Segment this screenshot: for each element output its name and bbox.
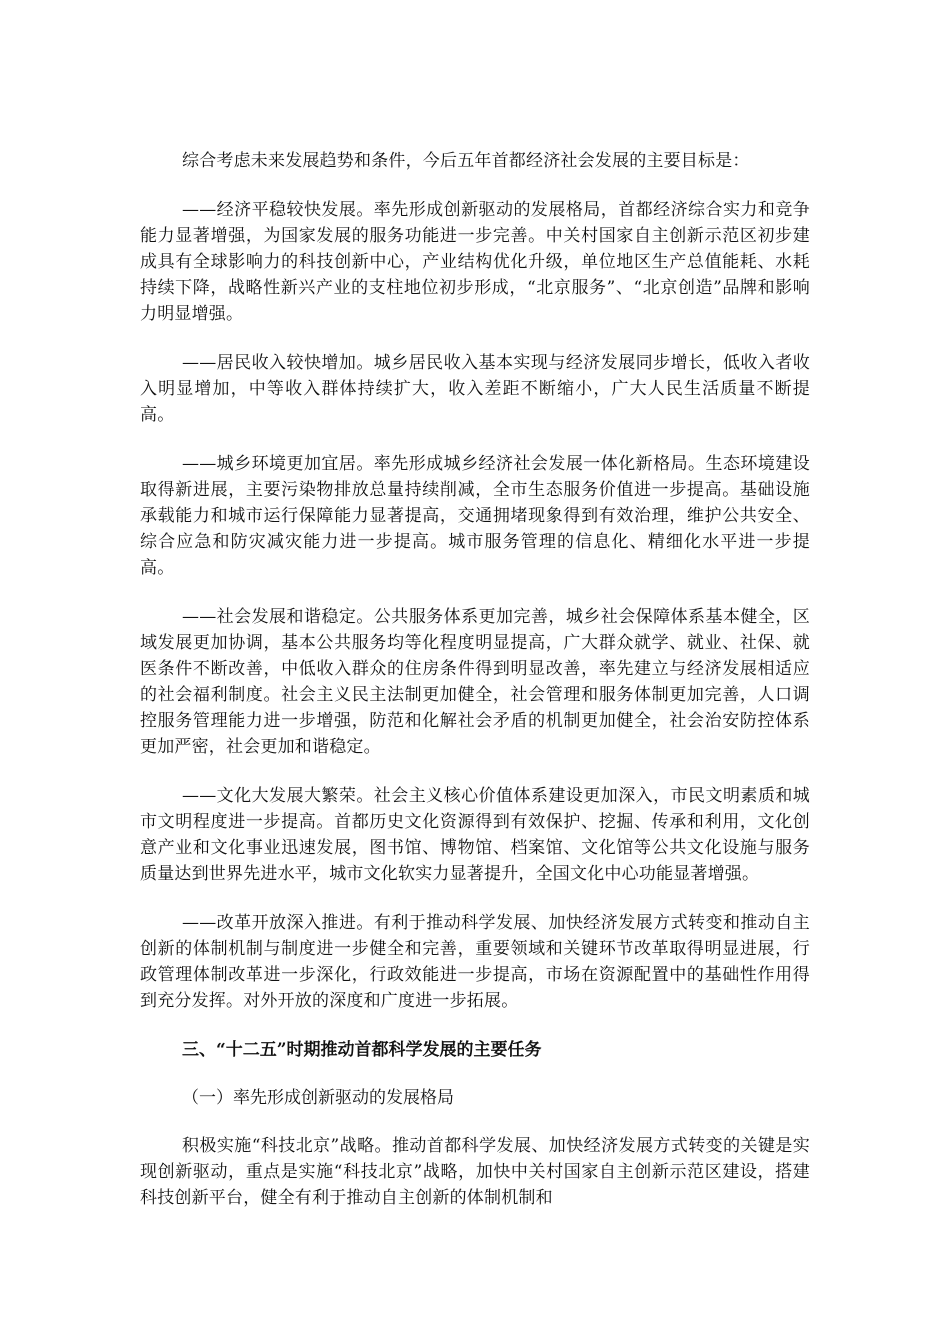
document-body: [140, 148, 810, 1234]
goal-paragraph-culture: ——文化大发展大繁荣。社会主义核心价值体系建设更加深入，市民文明素质和城市文明程度进一步提高。首都历史文化资源得到有效保护、挖掘、传承和利用，文化创意产业和文化事业迅速发展，图书馆、博物馆、档案馆、文化馆等公共文化设施与服务质量达到世界先进水平，城市文化软实力显著提升，全国文化中心功能显著增强。: [140, 786, 810, 884]
goal-paragraph-income: ——居民收入较快增加。城乡居民收入基本实现与经济发展同步增长，低收入者收入明显增加，中等收入群体持续扩大，收入差距不断缩小，广大人民生活质量不断提高。: [140, 353, 810, 425]
goal-paragraph-society: ——社会发展和谐稳定。公共服务体系更加完善，城乡社会保障体系基本健全，区域发展更加协调，基本公共服务均等化程度明显提高，广大群众就学、就业、社保、就医条件不断改善，中低收入群众的住房条件得到明显改善，率先建立与经济发展相适应的社会福利制度。社会主义民主法制更加健全，社会管理和服务体制更加完善，人口调控服务管理能力进一步增强，防范和化解社会矛盾的机制更加健全，社会治安防控体系更加严密，社会更加和谐稳定。: [140, 607, 810, 757]
intro-paragraph: 综合考虑未来发展趋势和条件，今后五年首都经济社会发展的主要目标是：: [182, 151, 750, 171]
subsection-heading: （一）率先形成创新驱动的发展格局: [182, 1088, 454, 1108]
goal-paragraph-economy: ——经济平稳较快发展。率先形成创新驱动的发展格局，首都经济综合实力和竞争能力显著增强，为国家发展的服务功能进一步完善。中关村国家自主创新示范区初步建成具有全球影响力的科技创新中心，产业结构优化升级，单位地区生产总值能耗、水耗持续下降，战略性新兴产业的支柱地位初步形成，“北京服务”、“北京创造”品牌和影响力明显增强。: [140, 200, 810, 324]
closing-paragraph: 积极实施“科技北京”战略。推动首都科学发展、加快经济发展方式转变的关键是实现创新驱动，重点是实施“科技北京”战略，加快中关村国家自主创新示范区建设，搭建科技创新平台，健全有利于推动自主创新的体制机制和: [140, 1136, 810, 1208]
goal-paragraph-environment: ——城乡环境更加宜居。率先形成城乡经济社会发展一体化新格局。生态环境建设取得新进展，主要污染物排放总量持续削减，全市生态服务价值进一步提高。基础设施承载能力和城市运行保障能力显著提高，交通拥堵现象得到有效治理，维护公共安全、综合应急和防灾减灾能力进一步提高。城市服务管理的信息化、精细化水平进一步提高。: [140, 454, 810, 578]
goal-paragraph-reform: ——改革开放深入推进。有利于推动科学发展、加快经济发展方式转变和推动自主创新的体制机制与制度进一步健全和完善，重要领域和关键环节改革取得明显进展，行政管理体制改革进一步深化，行政效能进一步提高，市场在资源配置中的基础性作用得到充分发挥。对外开放的深度和广度进一步拓展。: [140, 913, 810, 1011]
section-heading: 三、“十二五”时期推动首都科学发展的主要任务: [182, 1040, 542, 1060]
